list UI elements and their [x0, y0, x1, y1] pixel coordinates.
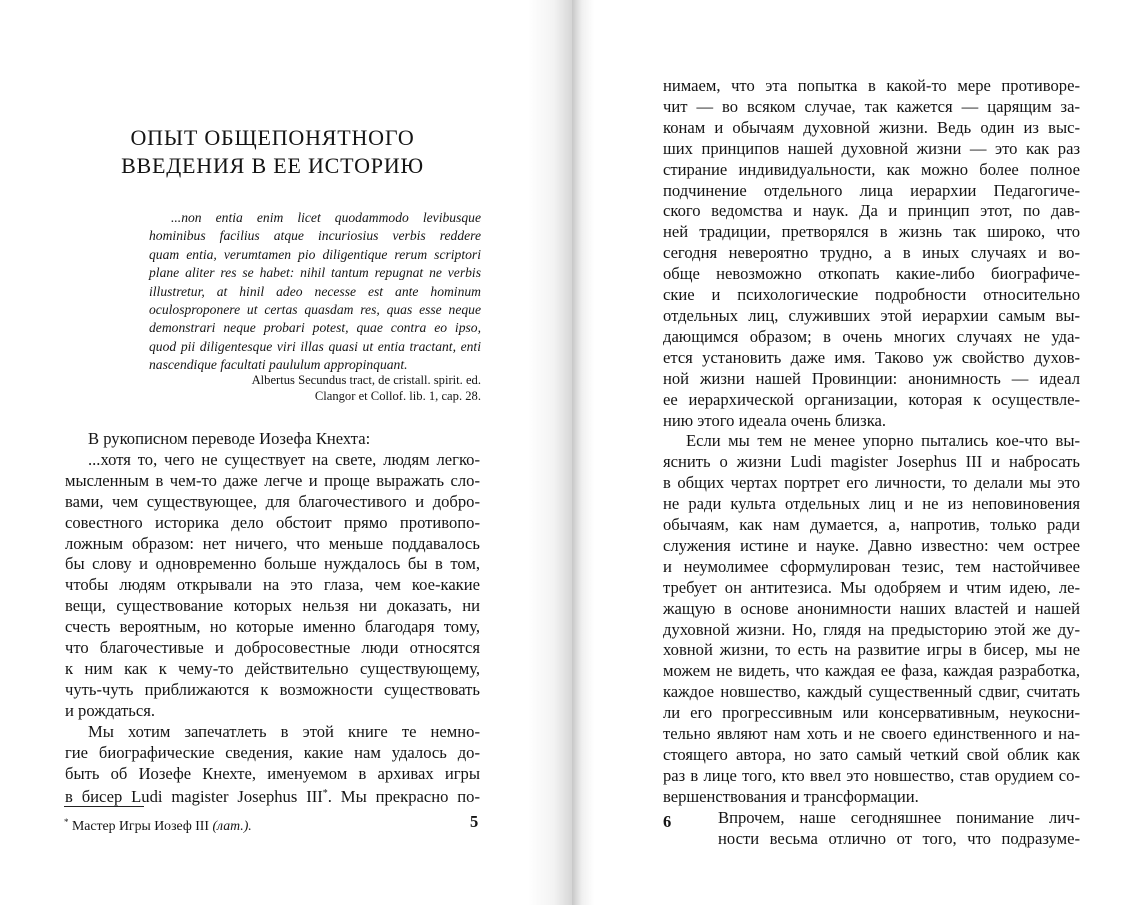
text-line: бы слову и одновременно больше нуждалось бы в том,	[65, 554, 480, 574]
book-gutter-shadow-right	[572, 0, 594, 905]
page-number-left: 5	[470, 812, 479, 831]
left-body-text	[65, 429, 480, 808]
text-line: ности весьма отлично от того, что подразуме-	[718, 828, 1080, 848]
text-line: что благочестивые и добросовестные люди относятся	[65, 638, 480, 658]
text-line: быть об Иозефе Кнехте, именуемом в архивах игры	[65, 763, 480, 783]
text-line: чуть-чуть приближаются к возможности существовать	[65, 679, 480, 699]
text-line: Если мы тем не менее упорно пытались кое-что вы-	[686, 431, 1080, 451]
epigraph-line: nascendique facultati paululum appropinquant.	[149, 357, 408, 373]
text-segment: . Мы прекрасно по-	[327, 787, 480, 807]
attribution-line: Clangor et Collof. lib. 1, cap. 28.	[314, 389, 481, 403]
text-line: мысленным в чем-то даже легче и проще выражать сло-	[65, 470, 480, 490]
text-line: ского ведомства и наук. Да и принцип этот, по дав-	[663, 201, 1080, 221]
footnote-language: (лат.).	[212, 818, 252, 833]
footnote-mark: *	[64, 817, 69, 827]
text-line: обычаям, как нам думается, а, напротив, только ради	[663, 515, 1080, 535]
text-line: отдельных лиц, служивших этой иерархии самым вы-	[663, 305, 1080, 325]
text-segment: в бисер Ludi magister Josephus III	[65, 787, 323, 807]
text-line: совестного историка дело обстоит прямо противопо-	[65, 512, 480, 532]
text-line: В рукописном переводе Иозефа Кнехта:	[88, 429, 371, 448]
text-line: и неумолимее сформулирован тезис, тем настойчивее	[663, 556, 1080, 576]
text-line: ется установить даже имя. Таково уж свойство духов-	[663, 347, 1080, 367]
text-line: к ним как к чему-то действительно существующему,	[65, 658, 480, 678]
text-line: подчинение отдельного лица иерархии Педагогиче-	[663, 180, 1080, 200]
footnote	[64, 813, 424, 835]
text-line: в общих чертах портрет его личности, то делали мы это	[663, 473, 1080, 493]
footnote-marker: *	[322, 788, 328, 800]
right-body-text	[663, 76, 1080, 850]
epigraph-line: plane aliter res se habet: nihil tantum repugnat ne verbis	[149, 265, 481, 281]
text-line: вами, чем существующее, для благочестивого и добро-	[65, 491, 480, 511]
epigraph-line: demonstrari neque probari potest, quae contra eo ipso,	[149, 320, 481, 336]
footnote-text: Мастер Игры Иозеф III	[71, 818, 209, 833]
text-line: конам и обычаям духовной жизни. Ведь один из выс-	[663, 117, 1080, 137]
chapter-title-line-2: ВВЕДЕНИЯ В ЕЕ ИСТОРИЮ	[121, 153, 424, 178]
text-line: чтобы людям открывали на это глаза, чем кое-какие	[65, 575, 480, 595]
text-line: вещи, существование которых нельзя ни доказать, ни	[65, 596, 480, 616]
text-line: вершенствования и трансформации.	[663, 786, 919, 806]
text-line: не ради культа отдельных лиц и не из неповиновения	[663, 494, 1080, 514]
text-line: сегодня невероятно трудно, а в иных случаях и во-	[663, 243, 1080, 263]
epigraph-line: hominibus facilius atque incuriosius verbis reddere	[149, 228, 481, 244]
text-line: счесть вероятным, но которые именно благодаря тому,	[65, 617, 480, 637]
text-line: ней традиции, претворялся в жизнь так широко, что	[663, 222, 1080, 242]
text-line: ли его прогрессивным или консервативным, неукосни-	[663, 703, 1080, 723]
epigraph-line: quod pii diligentesque viri illas quasi ut entia tractant, enti	[149, 338, 481, 354]
text-line: духовной жизни. Но, глядя на предысторию этой же ду-	[663, 619, 1080, 639]
text-line: ее иерархической организации, которая к осуществле-	[663, 389, 1080, 409]
text-line: служения истине и науке. Давно известно: чем острее	[663, 535, 1080, 555]
text-line: Мы хотим запечатлеть в этой книге те немно-	[88, 721, 480, 741]
chapter-title-line-1: ОПЫТ ОБЩЕПОНЯТНОГО	[130, 125, 415, 150]
text-line: Впрочем, наше сегодняшнее понимание лич-	[718, 807, 1080, 827]
text-line: гие биографические сведения, какие нам удалось до-	[65, 742, 480, 762]
text-line: ховной жизни, то есть на развитие игры в бисер, мы не	[663, 640, 1080, 660]
text-line: чит — во всяком случае, так кажется — царящим за-	[663, 96, 1080, 116]
epigraph	[149, 209, 481, 375]
epigraph-line: ...non entia enim licet quodammodo levibusque	[171, 210, 481, 225]
text-line: ной жизни нашей Провинции: анонимность — идеал	[663, 368, 1080, 388]
text-line: нию этого идеала очень близка.	[663, 410, 887, 430]
text-line: ...хотя то, чего не существует на свете, людям легко-	[88, 449, 480, 469]
chapter-title	[95, 124, 450, 180]
epigraph-line: illustretur, at hinil adeo necesse est ante hominum	[149, 283, 481, 299]
text-line: обще невозможно откопать какие-либо биографиче-	[663, 264, 1080, 284]
text-line: тельно являют нам хоть и не своего единственного и на-	[663, 724, 1080, 744]
book-gutter-shadow-left	[528, 0, 572, 905]
text-line: ших принципов нашей духовной жизни — это как раз	[663, 138, 1080, 158]
text-line: можем не видеть, что каждая ее фаза, каждая разработка,	[663, 661, 1080, 681]
page-number-right: 6	[663, 812, 672, 831]
text-line: жащую в основе анонимности наших властей и нашей	[663, 598, 1080, 618]
epigraph-attribution	[149, 372, 481, 404]
epigraph-line: quam entia, verumtamen pio diligentique rerum scriptori	[149, 246, 481, 262]
text-line: дающимся образом; в очень многих случаях не уда-	[663, 326, 1080, 346]
text-line: нимаем, что эта попытка в какой-то мере противоре-	[663, 76, 1080, 95]
text-line: и рождаться.	[65, 700, 156, 720]
text-line: яснить о жизни Ludi magister Josephus III и набросать	[663, 452, 1080, 472]
attribution-line: Albertus Secundus tract, de cristall. spirit. ed.	[251, 373, 481, 387]
text-line: стоящего автора, но зато самый четкий свой облик как	[663, 745, 1080, 764]
text-line: ложным образом: нет ничего, что меньше поддавалось	[65, 533, 480, 553]
text-line: стирание индивидуальности, как можно более полное	[663, 159, 1080, 179]
text-line-with-footnote	[65, 784, 480, 808]
text-line: требует он антитезиса. Мы одобряем и чтим идею, ле-	[663, 577, 1080, 597]
text-line: раз в лице того, кто ввел это новшество, став орудием со-	[663, 765, 1080, 785]
footnote-divider	[64, 806, 144, 807]
text-line: каждое новшество, каждый существенный сдвиг, считать	[663, 682, 1080, 702]
epigraph-line: oculosproponere ut certas quasdam res, quas esse neque	[149, 302, 481, 318]
text-line: ские и психологические подробности относительно	[663, 285, 1080, 305]
